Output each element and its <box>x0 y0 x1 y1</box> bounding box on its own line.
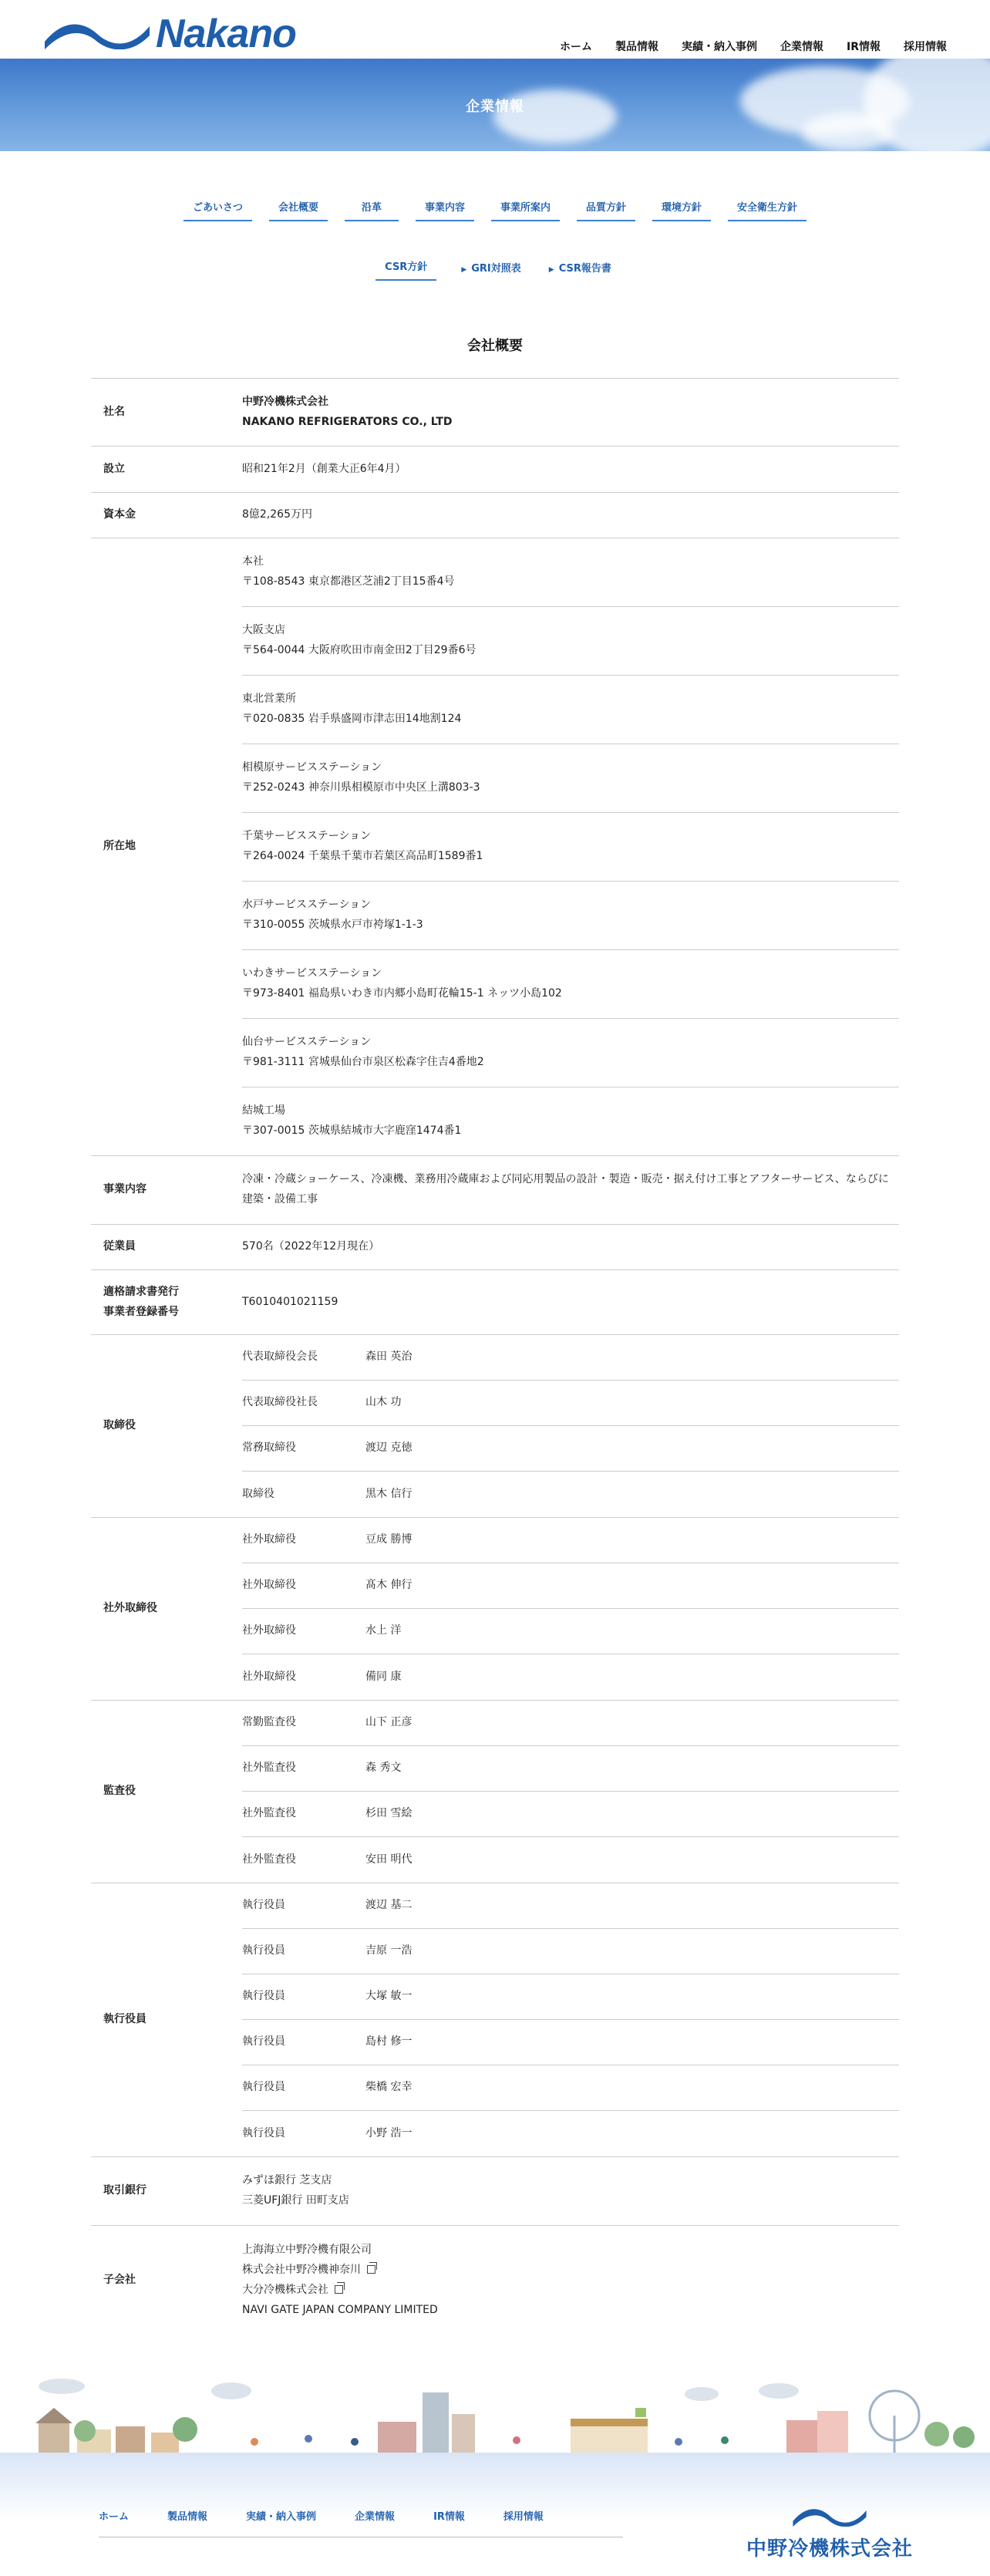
subnav-csr-report[interactable] <box>546 255 615 281</box>
location-address: 〒264-0024 千葉県千葉市若葉区高品町1589番1 <box>242 849 483 862</box>
person-role: 執行役員 <box>242 1944 285 1957</box>
row-company-name <box>91 379 899 447</box>
row-locations <box>91 538 899 1156</box>
person-role: 代表取締役会長 <box>242 1350 318 1364</box>
external-link-icon <box>335 2285 343 2294</box>
company-name-en: NAKANO REFRIGERATORS CO., LTD <box>242 415 453 428</box>
row-value <box>242 1883 899 2156</box>
row-label <box>91 1270 242 1334</box>
person-role: 社外取締役 <box>242 1670 296 1683</box>
footer-nav-home[interactable]: ホーム <box>99 2511 130 2523</box>
person-row <box>242 1426 899 1472</box>
wave-logo-icon <box>43 19 151 49</box>
row-value <box>242 1701 899 1883</box>
footer-nav-cases[interactable]: 実績・納入事例 <box>246 2511 317 2523</box>
person-role: 社外監査役 <box>242 1853 296 1866</box>
person-row <box>242 1701 899 1746</box>
site-header <box>0 0 990 59</box>
person-role: 執行役員 <box>242 2126 285 2139</box>
site-logo[interactable] <box>43 14 296 54</box>
person-name: 山木 功 <box>365 1396 402 1409</box>
footer-nav-recruit[interactable]: 採用情報 <box>503 2511 544 2523</box>
location-address: 〒108-8543 東京都港区芝浦2丁目15番4号 <box>242 575 455 588</box>
person-row <box>242 1974 899 2020</box>
person-row <box>242 1929 899 1974</box>
cloud-decoration <box>802 113 894 151</box>
row-label: 子会社 <box>103 2274 136 2287</box>
person-row <box>242 1883 899 1929</box>
location-name: 水戸サービスステーション <box>242 899 372 911</box>
location-address: 〒564-0044 大阪府吹田市南金田2丁目29番6号 <box>242 643 476 656</box>
company-overview-table <box>91 378 899 2335</box>
row-value <box>242 1335 899 1517</box>
invoice-label-2: 事業者登録番号 <box>103 1305 179 1318</box>
location-item <box>242 676 899 744</box>
location-address: 〒020-0835 岩手県盛岡市津志田14地割124 <box>242 712 462 725</box>
location-item <box>242 1087 899 1155</box>
row-capital <box>91 493 899 538</box>
location-item <box>242 607 899 676</box>
location-item <box>242 1019 899 1087</box>
person-name: 水上 洋 <box>365 1624 402 1637</box>
person-name: 森 秀文 <box>365 1762 402 1775</box>
footer-nav <box>99 2508 623 2537</box>
location-name: 仙台サービスステーション <box>242 1036 372 1048</box>
person-row <box>242 1335 899 1381</box>
gnav-cases[interactable]: 実績・納入事例 <box>682 41 757 53</box>
row-value <box>242 2226 899 2335</box>
page-title: 企業情報 <box>466 99 524 115</box>
row-value: 8億2,265万円 <box>242 508 312 521</box>
row-value: 570名（2022年12月現在） <box>242 1240 380 1253</box>
subnav-quality[interactable]: 品質方針 <box>577 194 635 221</box>
person-name: 山下 正彦 <box>365 1716 412 1729</box>
row-label: 資本金 <box>103 508 136 521</box>
company-name-ja: 中野冷機株式会社 <box>242 395 328 408</box>
person-row <box>242 1837 899 1883</box>
person-role: 社外監査役 <box>242 1807 296 1820</box>
person-row <box>242 1609 899 1654</box>
row-subsidiaries <box>91 2226 899 2335</box>
person-name: 黒木 信行 <box>365 1487 412 1500</box>
person-name: 安田 明代 <box>365 1853 412 1866</box>
location-address: 〒981-3111 宮城県仙台市泉区松森字住吉4番地2 <box>242 1055 484 1068</box>
row-label: 取締役 <box>103 1419 136 1432</box>
external-link-icon <box>367 2265 375 2274</box>
person-row <box>242 2065 899 2111</box>
subnav-offices[interactable]: 事業所案内 <box>491 194 560 221</box>
invoice-label-1: 適格請求書発行 <box>103 1286 179 1299</box>
gnav-home[interactable]: ホーム <box>560 41 592 53</box>
subsidiary-link[interactable] <box>242 2261 899 2281</box>
row-value <box>242 379 899 446</box>
row-officers <box>91 1883 899 2157</box>
subsidiary-link[interactable] <box>242 2281 899 2301</box>
subsidiary-link-label: 株式会社中野冷機神奈川 <box>242 2264 361 2277</box>
wave-logo-icon <box>787 2505 872 2527</box>
person-name: 小野 浩一 <box>365 2126 412 2139</box>
section-subnav <box>0 194 990 221</box>
row-value: 冷凍・冷蔵ショーケース、冷凍機、業務用冷蔵庫および同応用製品の設計・製造・販売・据え付け工事とアフターサービス、ならびに建築・設備工事 <box>242 1173 889 1205</box>
person-name: 豆成 勝博 <box>365 1533 412 1546</box>
row-directors <box>91 1335 899 1518</box>
chevron-right-icon: ▶ <box>548 266 554 274</box>
row-label: 所在地 <box>103 840 136 853</box>
location-item <box>242 744 899 813</box>
subnav-greeting[interactable]: ごあいさつ <box>184 194 252 221</box>
person-role: 社外監査役 <box>242 1762 296 1775</box>
person-role: 代表取締役社長 <box>242 1396 318 1409</box>
chevron-right-icon: ▶ <box>461 266 467 274</box>
row-value: T6010401021159 <box>242 1295 338 1308</box>
subnav-csr-report-label: CSR報告書 <box>558 263 611 275</box>
bank-item: みずほ銀行 芝支店 <box>242 2174 332 2187</box>
subsidiary-item: 上海海立中野冷機有限公司 <box>242 2244 372 2257</box>
location-name: 本社 <box>242 555 264 568</box>
row-value <box>242 1518 899 1700</box>
person-name: 島村 修一 <box>365 2035 412 2048</box>
subsidiary-link-label: 大分冷機株式会社 <box>242 2284 328 2296</box>
location-name: 相模原サービスステーション <box>242 761 382 774</box>
person-row <box>242 2020 899 2065</box>
row-label: 取引銀行 <box>103 2184 146 2197</box>
person-name: 渡辺 克徳 <box>365 1441 412 1455</box>
gnav-ir[interactable]: IR情報 <box>847 41 881 53</box>
location-item <box>242 950 899 1019</box>
person-row <box>242 1472 899 1517</box>
person-row <box>242 1792 899 1837</box>
location-item <box>242 538 899 607</box>
footer-nav-company[interactable]: 企業情報 <box>355 2511 396 2523</box>
footer-company-name: 中野冷機株式会社 <box>746 2537 913 2561</box>
global-nav <box>560 39 947 54</box>
location-address: 〒307-0015 茨城県結城市大字鹿窪1474番1 <box>242 1124 462 1137</box>
location-name: 千葉サービスステーション <box>242 830 372 842</box>
section-subnav-2 <box>0 254 990 281</box>
location-item <box>242 882 899 950</box>
person-name: 柴橋 宏幸 <box>365 2081 412 2094</box>
row-value: 昭和21年2月（創業大正6年4月） <box>242 462 406 475</box>
hero-banner <box>0 59 990 151</box>
person-role: 常務取締役 <box>242 1441 296 1455</box>
site-footer <box>0 2453 990 2576</box>
person-role: 社外取締役 <box>242 1579 296 1592</box>
row-founded <box>91 447 899 493</box>
subnav-csr[interactable]: CSR方針 <box>375 254 436 281</box>
row-banks <box>91 2157 899 2226</box>
person-row <box>242 1563 899 1609</box>
location-address: 〒973-8401 福島県いわき市内郷小島町花輪15-1 ネッツ小島102 <box>242 986 562 1000</box>
person-role: 執行役員 <box>242 2081 285 2094</box>
bank-item: 三菱UFJ銀行 田町支店 <box>242 2194 349 2207</box>
row-value <box>242 2157 899 2225</box>
person-role: 執行役員 <box>242 1990 285 2003</box>
person-role: 常勤監査役 <box>242 1716 296 1729</box>
person-name: 髙木 伸行 <box>365 1579 412 1592</box>
location-name: 結城工場 <box>242 1104 285 1117</box>
section-title: 会社概要 <box>467 338 523 354</box>
person-name: 備同 康 <box>365 1670 402 1683</box>
row-label: 社外取締役 <box>103 1602 157 1615</box>
person-name: 渡辺 基二 <box>365 1899 412 1912</box>
person-name: 杉田 雪絵 <box>365 1807 412 1820</box>
subnav-environment[interactable]: 環境方針 <box>652 194 711 221</box>
footer-nav-products[interactable]: 製品情報 <box>167 2511 208 2523</box>
row-label: 監査役 <box>103 1785 136 1798</box>
row-label: 執行役員 <box>103 2013 146 2026</box>
footer-logo[interactable] <box>746 2505 913 2561</box>
person-name: 大塚 敏一 <box>365 1990 412 2003</box>
person-role: 社外取締役 <box>242 1624 296 1637</box>
subnav-history[interactable]: 沿革 <box>345 194 399 221</box>
subnav-business[interactable]: 事業内容 <box>416 194 474 221</box>
row-invoice <box>91 1270 899 1335</box>
gnav-products[interactable]: 製品情報 <box>615 41 658 53</box>
row-business <box>91 1156 899 1225</box>
row-value <box>242 538 899 1155</box>
person-role: 社外取締役 <box>242 1533 296 1546</box>
row-outside-directors <box>91 1518 899 1701</box>
row-label: 社名 <box>103 405 125 418</box>
row-label: 従業員 <box>103 1240 136 1253</box>
person-name: 森田 英治 <box>365 1350 412 1364</box>
location-name: いわきサービスステーション <box>242 967 382 979</box>
footer-nav-ir[interactable]: IR情報 <box>433 2511 465 2523</box>
row-auditors <box>91 1701 899 1883</box>
person-row <box>242 1518 899 1563</box>
subnav-gri[interactable] <box>458 255 524 281</box>
person-role: 執行役員 <box>242 1899 285 1912</box>
location-address: 〒310-0055 茨城県水戸市袴塚1-1-3 <box>242 918 423 931</box>
location-name: 東北営業所 <box>242 693 296 705</box>
person-row <box>242 1654 899 1700</box>
person-role: 取締役 <box>242 1487 274 1500</box>
gnav-recruit[interactable]: 採用情報 <box>904 41 947 53</box>
subnav-safety[interactable]: 安全衛生方針 <box>728 194 806 221</box>
row-label: 設立 <box>103 462 125 475</box>
logo-text: Nakano <box>156 12 296 56</box>
row-label: 事業内容 <box>103 1183 146 1196</box>
person-name: 吉原 一浩 <box>365 1944 412 1957</box>
location-item <box>242 813 899 882</box>
person-row <box>242 2111 899 2156</box>
gnav-company[interactable]: 企業情報 <box>780 41 823 53</box>
subsidiary-item: NAVI GATE JAPAN COMPANY LIMITED <box>242 2303 438 2316</box>
person-role: 執行役員 <box>242 2035 285 2048</box>
location-name: 大阪支店 <box>242 624 285 636</box>
person-row <box>242 1381 899 1426</box>
row-employees <box>91 1225 899 1270</box>
location-address: 〒252-0243 神奈川県相模原市中央区上溝803-3 <box>242 781 480 794</box>
person-row <box>242 1746 899 1792</box>
subnav-overview[interactable]: 会社概要 <box>269 194 328 221</box>
subnav-gri-label: GRI対照表 <box>471 263 521 275</box>
